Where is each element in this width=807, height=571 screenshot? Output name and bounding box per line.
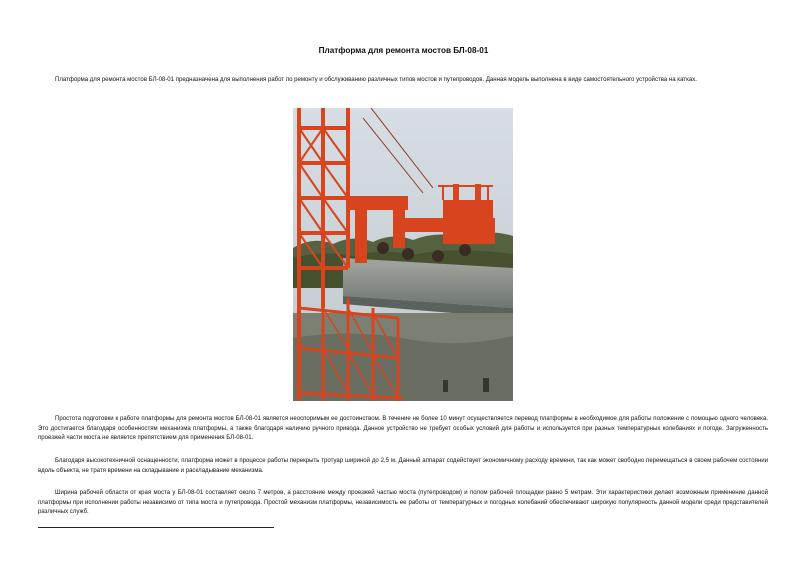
paragraph-equipment: Благодаря высокотехничной оснащенности, платформа может в процессе работы перекрыть тротуар шириной до 2,5 м. Данный аппарат содействует экономичному расходу времени, так как может свободно перемещаться в своем рабочем состоянии вдоль объекта, не тратя времени на складывание и раскладывание механизма. — [38, 458, 768, 474]
footnote-divider — [38, 527, 274, 528]
paragraph-width: Ширина рабочей области от края моста у БЛ-08-01 составляет около 7 метров, а расстояние между проезжей частью моста (путепроводом) и полом рабочей площадки равно 5 метрам. Эти характеристики делает возможным применение данной платформы при исполнении работы независимо от типа моста и путепровода. Простой механизм платформы, независимость ее работы от температурных и погодных колебаний обеспечивают широкую популярность данной модели среди представителей различных служб. — [38, 490, 768, 516]
bridge-platform-image — [293, 108, 513, 401]
document-title: Платформа для ремонта мостов БЛ-08-01 — [318, 46, 489, 55]
platform-photo — [293, 108, 513, 401]
paragraph-intro: Платформа для ремонта мостов БЛ-08-01 предназначена для выполнения работ по ремонту и обслуживанию различных типов мостов и путепроводов. Данная модель выполнена в виде самостоятельного устройства на катках. — [55, 77, 697, 83]
paragraph-simplicity: Простота подготовки к работе платформы для ремонта мостов БЛ-08-01 является неоспоримым ее достоинством. В течение не более 10 минут осуществляется перевод платформы в необходимое для работы положение с помощью одного человека. Это достигается благодаря особенностям механизма платформы, а также благодаря наличию ручного привода. Данное устройство не требует особых условий для работы и используется при разных температурных колебаниях и погоде. Загруженность проезжей части моста не является препятствием для применения БЛ-08-01. — [38, 416, 768, 442]
